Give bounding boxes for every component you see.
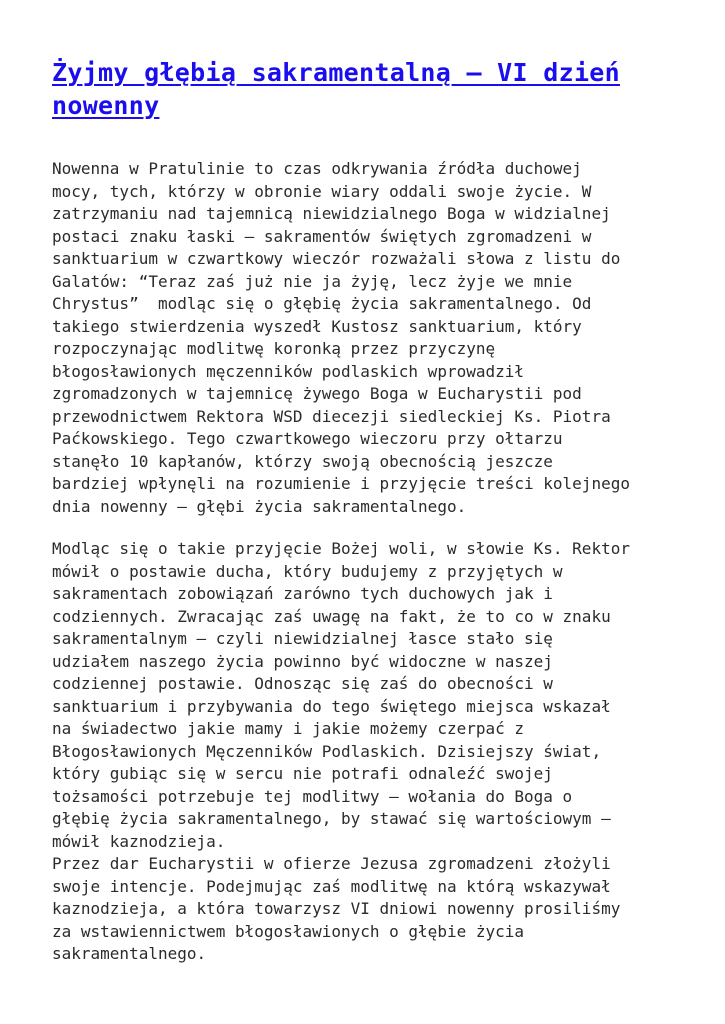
paragraph-1: Nowenna w Pratulinie to czas odkrywania źródła duchowej mocy, tych, którzy w obronie wiary oddali swoje życie. W zatrzymaniu nad tajemnicą niewidzialnego Boga w widzialnej postaci znaku łaski – sakramentów świętych zgromadzeni w sanktuarium w czwartkowy wieczór rozważali słowa z listu do Galatów: “Teraz zaś już nie ja żyję, lecz żyje we mnie Chrystus” modląc się o głębię życia sakramentalnego. Od takiego stwierdzenia wyszedł Kustosz sanktuarium, który rozpoczynając modlitwę koronką przez przyczynę błogosławionych męczenników podlaskich wprowadził zgromadzonych w tajemnicę żywego Boga w Eucharystii pod przewodnictwem Rektora WSD diecezji siedleckiej Ks. Piotra Paćkowskiego. Tego czwartkowego wieczoru przy ołtarzu stanęło 10 kapłanów, którzy swoją obecnością jeszcze bardziej wpłynęli na rozumienie i przyjęcie treści kolejnego dnia nowenny – głębi życia sakramentalnego. — [52, 159, 630, 516]
title-line-1: Żyjmy głębią sakramentalną – VI dzień — [52, 58, 620, 87]
paragraph-2: Modląc się o takie przyjęcie Bożej woli, w słowie Ks. Rektor mówił o postawie ducha, który budujemy z przyjętych w sakramentach zobowiązań zarówno tych duchowych jak i codziennych. Zwracając zaś uwagę na fakt, że to co w znaku sakramentalnym – czyli niewidzialnej łasce stało się udziałem naszego życia powinno być widoczne w naszej codziennej postawie. Odnosząc się zaś do obecności w sanktuarium i przybywania do tego świętego miejsca wskazał na świadectwo jakie mamy i jakie możemy czerpać z Błogosławionych Męczenników Podlaskich. Dzisiejszy świat, który gubiąc się w sercu nie potrafi odnaleźć swojej tożsamości potrzebuje tej modlitwy – wołania do Boga o głębię życia sakramentalnego, by stawać się wartościowym – mówił kaznodzieja. — [52, 539, 630, 851]
title-line-2: nowenny — [52, 91, 160, 120]
article-title-link[interactable] — [52, 58, 620, 120]
paragraph-3: Przez dar Eucharystii w ofierze Jezusa zgromadzeni złożyli swoje intencje. Podejmując zaś modlitwę na którą wskazywał kaznodzieja, a która towarzysz VI dniowi nowenny prosiliśmy za wstawiennictwem błogosławionych o głębie życia sakramentalnego. — [52, 854, 621, 963]
article-title — [52, 56, 672, 122]
article — [52, 56, 672, 966]
article-body — [52, 158, 672, 966]
